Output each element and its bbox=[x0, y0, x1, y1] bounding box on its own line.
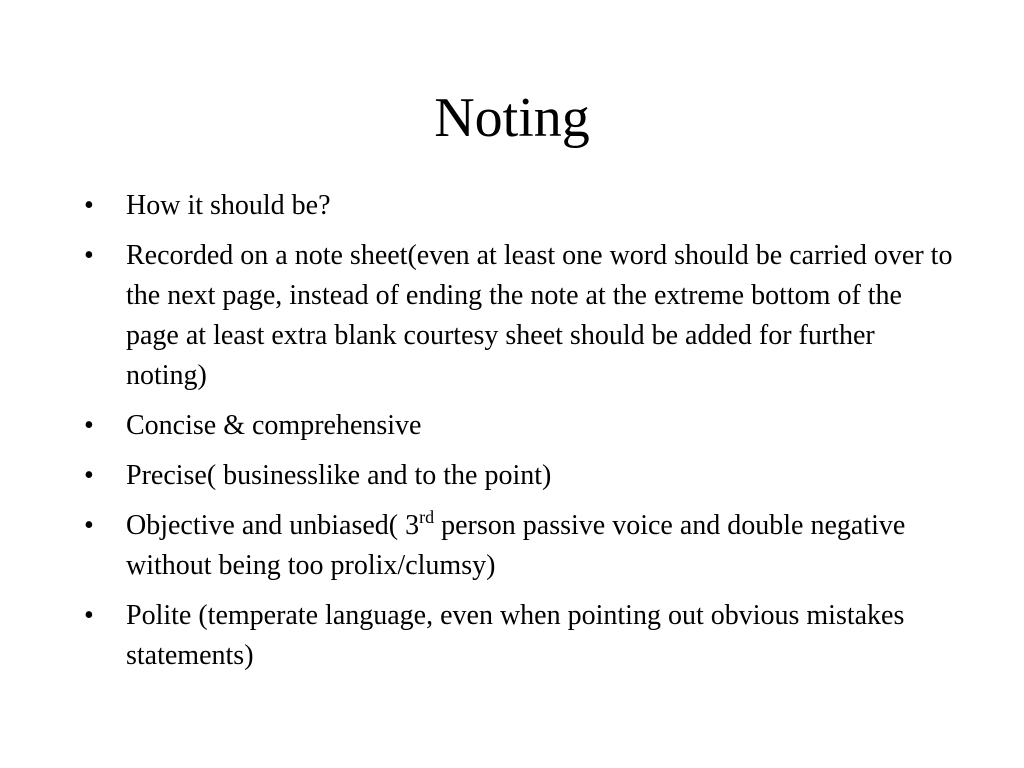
list-item bbox=[84, 456, 954, 496]
bullet-dot-icon: • bbox=[84, 460, 94, 491]
bullet-dot-icon: • bbox=[84, 410, 94, 441]
ordinal-superscript: rd bbox=[419, 507, 435, 527]
bullet-text: Concise & comprehensive bbox=[126, 410, 422, 441]
list-item bbox=[84, 596, 954, 676]
list-item bbox=[84, 406, 954, 446]
bullet-text bbox=[126, 507, 906, 581]
list-item bbox=[84, 236, 954, 396]
bullet-text-start: Objective and unbiased( 3 bbox=[126, 510, 420, 541]
bullet-text-end: person passive voice and double negative without being too prolix/clumsy) bbox=[126, 510, 906, 581]
bullet-dot-icon: • bbox=[84, 190, 94, 221]
bullet-dot-icon: • bbox=[84, 510, 94, 541]
bullet-dot-icon: • bbox=[84, 600, 94, 631]
slide-title: Noting bbox=[434, 87, 590, 149]
bullet-text: Precise( businesslike and to the point) bbox=[126, 460, 552, 491]
bullet-dot-icon: • bbox=[84, 240, 94, 271]
list-item bbox=[84, 186, 954, 226]
list-item bbox=[84, 506, 954, 586]
bullet-text: Recorded on a note sheet(even at least one word should be carried over to the next page, instead of ending the note at the extreme bottom of the page at least extra blank courtesy sheet should be added for further noting) bbox=[126, 240, 953, 391]
bullet-text: How it should be? bbox=[126, 190, 331, 221]
bullet-text: Polite (temperate language, even when pointing out obvious mistakes statements) bbox=[126, 600, 905, 671]
bullet-list bbox=[84, 186, 954, 676]
